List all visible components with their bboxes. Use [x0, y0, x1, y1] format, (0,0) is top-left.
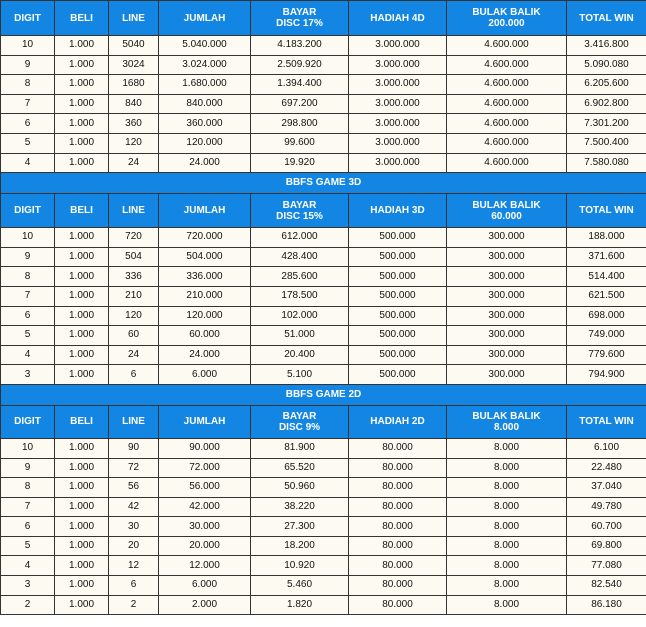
cell-beli: 1.000 — [55, 153, 109, 173]
cell-jumlah: 336.000 — [159, 267, 251, 287]
cell-hadiah: 500.000 — [349, 326, 447, 346]
cell-beli: 1.000 — [55, 326, 109, 346]
cell-digit: 4 — [1, 153, 55, 173]
cell-bayar: 18.200 — [251, 536, 349, 556]
cell-bulak-balik: 8.000 — [447, 478, 567, 498]
cell-digit: 6 — [1, 114, 55, 134]
cell-line: 1680 — [109, 75, 159, 95]
cell-beli: 1.000 — [55, 536, 109, 556]
cell-jumlah: 120.000 — [159, 306, 251, 326]
cell-jumlah: 210.000 — [159, 286, 251, 306]
cell-bulak-balik: 8.000 — [447, 517, 567, 537]
cell-hadiah: 80.000 — [349, 438, 447, 458]
column-header-jumlah: JUMLAH — [159, 194, 251, 228]
cell-hadiah: 500.000 — [349, 345, 447, 365]
column-header-digit: DIGIT — [1, 405, 55, 438]
cell-digit: 3 — [1, 576, 55, 596]
cell-digit: 4 — [1, 556, 55, 576]
cell-beli: 1.000 — [55, 228, 109, 248]
cell-hadiah: 500.000 — [349, 306, 447, 326]
bbfs-table-body — [1, 1, 646, 615]
cell-total-win: 6.205.600 — [567, 75, 646, 95]
table-row — [1, 458, 646, 478]
cell-jumlah: 3.024.000 — [159, 55, 251, 75]
cell-beli: 1.000 — [55, 306, 109, 326]
cell-total-win: 779.600 — [567, 345, 646, 365]
cell-bulak-balik: 300.000 — [447, 326, 567, 346]
column-header-beli: BELI — [55, 1, 109, 36]
cell-total-win: 69.800 — [567, 536, 646, 556]
cell-hadiah: 500.000 — [349, 247, 447, 267]
table-row — [1, 247, 646, 267]
cell-jumlah: 90.000 — [159, 438, 251, 458]
cell-line: 42 — [109, 497, 159, 517]
table-row — [1, 133, 646, 153]
cell-total-win: 3.416.800 — [567, 36, 646, 56]
column-header-bulak-balik: BULAK BALIK 8.000 — [447, 405, 567, 438]
cell-hadiah: 3.000.000 — [349, 133, 447, 153]
cell-beli: 1.000 — [55, 497, 109, 517]
cell-bulak-balik: 8.000 — [447, 595, 567, 615]
cell-jumlah: 20.000 — [159, 536, 251, 556]
cell-bayar: 612.000 — [251, 228, 349, 248]
table-row — [1, 365, 646, 385]
cell-total-win: 5.090.080 — [567, 55, 646, 75]
cell-beli: 1.000 — [55, 133, 109, 153]
cell-digit: 6 — [1, 306, 55, 326]
cell-total-win: 188.000 — [567, 228, 646, 248]
cell-jumlah: 2.000 — [159, 595, 251, 615]
cell-jumlah: 12.000 — [159, 556, 251, 576]
cell-line: 5040 — [109, 36, 159, 56]
cell-bayar: 2.509.920 — [251, 55, 349, 75]
column-header-hadiah: HADIAH 4D — [349, 1, 447, 36]
column-header-total-win: TOTAL WIN — [567, 1, 646, 36]
cell-bayar: 298.800 — [251, 114, 349, 134]
cell-total-win: 371.600 — [567, 247, 646, 267]
table-row — [1, 478, 646, 498]
column-header-jumlah: JUMLAH — [159, 405, 251, 438]
cell-line: 24 — [109, 153, 159, 173]
cell-jumlah: 30.000 — [159, 517, 251, 537]
cell-jumlah: 72.000 — [159, 458, 251, 478]
cell-hadiah: 3.000.000 — [349, 36, 447, 56]
header-row — [1, 194, 646, 228]
cell-beli: 1.000 — [55, 458, 109, 478]
cell-bayar: 19.920 — [251, 153, 349, 173]
cell-bayar: 20.400 — [251, 345, 349, 365]
cell-bulak-balik: 4.600.000 — [447, 36, 567, 56]
cell-beli: 1.000 — [55, 345, 109, 365]
cell-digit: 6 — [1, 517, 55, 537]
cell-beli: 1.000 — [55, 94, 109, 114]
cell-jumlah: 5.040.000 — [159, 36, 251, 56]
cell-total-win: 6.902.800 — [567, 94, 646, 114]
cell-digit: 5 — [1, 536, 55, 556]
column-header-beli: BELI — [55, 194, 109, 228]
cell-bayar: 50.960 — [251, 478, 349, 498]
table-row — [1, 55, 646, 75]
table-row — [1, 36, 646, 56]
cell-total-win: 7.500.400 — [567, 133, 646, 153]
cell-bayar: 1.820 — [251, 595, 349, 615]
cell-hadiah: 500.000 — [349, 267, 447, 287]
table-row — [1, 536, 646, 556]
cell-bulak-balik: 4.600.000 — [447, 114, 567, 134]
table-row — [1, 517, 646, 537]
cell-line: 90 — [109, 438, 159, 458]
cell-line: 60 — [109, 326, 159, 346]
cell-bayar: 27.300 — [251, 517, 349, 537]
cell-bayar: 428.400 — [251, 247, 349, 267]
cell-digit: 2 — [1, 595, 55, 615]
cell-digit: 7 — [1, 286, 55, 306]
cell-digit: 9 — [1, 55, 55, 75]
cell-hadiah: 80.000 — [349, 497, 447, 517]
section-title-row — [1, 384, 646, 405]
table-row — [1, 228, 646, 248]
cell-line: 120 — [109, 306, 159, 326]
cell-bulak-balik: 8.000 — [447, 438, 567, 458]
cell-bulak-balik: 8.000 — [447, 536, 567, 556]
section-title-row — [1, 173, 646, 194]
cell-hadiah: 80.000 — [349, 517, 447, 537]
table-row — [1, 556, 646, 576]
cell-jumlah: 504.000 — [159, 247, 251, 267]
column-header-beli: BELI — [55, 405, 109, 438]
cell-bulak-balik: 8.000 — [447, 497, 567, 517]
column-header-bulak-balik: BULAK BALIK 60.000 — [447, 194, 567, 228]
cell-beli: 1.000 — [55, 75, 109, 95]
cell-line: 24 — [109, 345, 159, 365]
table-row — [1, 576, 646, 596]
section-title: BBFS GAME 2D — [1, 384, 646, 405]
cell-hadiah: 80.000 — [349, 478, 447, 498]
cell-line: 360 — [109, 114, 159, 134]
column-header-hadiah: HADIAH 2D — [349, 405, 447, 438]
cell-bulak-balik: 8.000 — [447, 556, 567, 576]
column-header-total-win: TOTAL WIN — [567, 194, 646, 228]
cell-total-win: 49.780 — [567, 497, 646, 517]
cell-hadiah: 500.000 — [349, 365, 447, 385]
cell-beli: 1.000 — [55, 556, 109, 576]
table-row — [1, 94, 646, 114]
cell-bulak-balik: 4.600.000 — [447, 94, 567, 114]
cell-line: 6 — [109, 365, 159, 385]
cell-line: 120 — [109, 133, 159, 153]
cell-line: 12 — [109, 556, 159, 576]
cell-bulak-balik: 300.000 — [447, 345, 567, 365]
cell-jumlah: 1.680.000 — [159, 75, 251, 95]
cell-jumlah: 24.000 — [159, 153, 251, 173]
cell-line: 72 — [109, 458, 159, 478]
cell-jumlah: 60.000 — [159, 326, 251, 346]
cell-total-win: 37.040 — [567, 478, 646, 498]
cell-hadiah: 3.000.000 — [349, 55, 447, 75]
cell-bayar: 51.000 — [251, 326, 349, 346]
cell-bulak-balik: 300.000 — [447, 365, 567, 385]
cell-line: 336 — [109, 267, 159, 287]
cell-jumlah: 24.000 — [159, 345, 251, 365]
table-row — [1, 438, 646, 458]
cell-hadiah: 80.000 — [349, 536, 447, 556]
table-row — [1, 306, 646, 326]
column-header-total-win: TOTAL WIN — [567, 405, 646, 438]
cell-bulak-balik: 4.600.000 — [447, 153, 567, 173]
cell-total-win: 22.480 — [567, 458, 646, 478]
column-header-bulak-balik: BULAK BALIK 200.000 — [447, 1, 567, 36]
cell-bayar: 38.220 — [251, 497, 349, 517]
cell-line: 3024 — [109, 55, 159, 75]
column-header-digit: DIGIT — [1, 1, 55, 36]
cell-jumlah: 6.000 — [159, 576, 251, 596]
cell-bayar: 5.100 — [251, 365, 349, 385]
cell-bayar: 1.394.400 — [251, 75, 349, 95]
cell-beli: 1.000 — [55, 365, 109, 385]
cell-digit: 8 — [1, 478, 55, 498]
column-header-digit: DIGIT — [1, 194, 55, 228]
cell-total-win: 82.540 — [567, 576, 646, 596]
table-row — [1, 114, 646, 134]
cell-jumlah: 840.000 — [159, 94, 251, 114]
cell-total-win: 698.000 — [567, 306, 646, 326]
cell-hadiah: 80.000 — [349, 595, 447, 615]
cell-bulak-balik: 300.000 — [447, 247, 567, 267]
cell-line: 2 — [109, 595, 159, 615]
cell-bayar: 285.600 — [251, 267, 349, 287]
cell-beli: 1.000 — [55, 517, 109, 537]
cell-bayar: 4.183.200 — [251, 36, 349, 56]
cell-digit: 9 — [1, 458, 55, 478]
cell-bulak-balik: 300.000 — [447, 306, 567, 326]
cell-total-win: 7.301.200 — [567, 114, 646, 134]
cell-bulak-balik: 8.000 — [447, 458, 567, 478]
cell-beli: 1.000 — [55, 114, 109, 134]
cell-beli: 1.000 — [55, 576, 109, 596]
cell-digit: 4 — [1, 345, 55, 365]
cell-hadiah: 500.000 — [349, 228, 447, 248]
cell-digit: 5 — [1, 133, 55, 153]
cell-line: 30 — [109, 517, 159, 537]
section-title: BBFS GAME 3D — [1, 173, 646, 194]
cell-bayar: 5.460 — [251, 576, 349, 596]
cell-total-win: 77.080 — [567, 556, 646, 576]
cell-digit: 7 — [1, 94, 55, 114]
cell-hadiah: 3.000.000 — [349, 153, 447, 173]
column-header-bayar: BAYAR DISC 15% — [251, 194, 349, 228]
cell-total-win: 6.100 — [567, 438, 646, 458]
column-header-line: LINE — [109, 194, 159, 228]
cell-hadiah: 500.000 — [349, 286, 447, 306]
cell-line: 720 — [109, 228, 159, 248]
cell-bayar: 102.000 — [251, 306, 349, 326]
cell-bayar: 65.520 — [251, 458, 349, 478]
cell-bayar: 99.600 — [251, 133, 349, 153]
cell-hadiah: 3.000.000 — [349, 94, 447, 114]
cell-digit: 9 — [1, 247, 55, 267]
cell-total-win: 621.500 — [567, 286, 646, 306]
column-header-line: LINE — [109, 405, 159, 438]
cell-beli: 1.000 — [55, 438, 109, 458]
cell-digit: 10 — [1, 228, 55, 248]
cell-bulak-balik: 8.000 — [447, 576, 567, 596]
table-row — [1, 595, 646, 615]
table-row — [1, 267, 646, 287]
cell-hadiah: 3.000.000 — [349, 75, 447, 95]
cell-total-win: 60.700 — [567, 517, 646, 537]
cell-jumlah: 720.000 — [159, 228, 251, 248]
cell-digit: 3 — [1, 365, 55, 385]
cell-total-win: 7.580.080 — [567, 153, 646, 173]
cell-bulak-balik: 300.000 — [447, 286, 567, 306]
cell-jumlah: 56.000 — [159, 478, 251, 498]
table-row — [1, 75, 646, 95]
cell-line: 840 — [109, 94, 159, 114]
cell-line: 6 — [109, 576, 159, 596]
cell-beli: 1.000 — [55, 247, 109, 267]
cell-beli: 1.000 — [55, 36, 109, 56]
cell-beli: 1.000 — [55, 55, 109, 75]
column-header-hadiah: HADIAH 3D — [349, 194, 447, 228]
cell-hadiah: 3.000.000 — [349, 114, 447, 134]
table-row — [1, 153, 646, 173]
cell-bulak-balik: 4.600.000 — [447, 55, 567, 75]
cell-bulak-balik: 4.600.000 — [447, 75, 567, 95]
cell-digit: 10 — [1, 438, 55, 458]
cell-bayar: 81.900 — [251, 438, 349, 458]
table-row — [1, 326, 646, 346]
cell-bulak-balik: 300.000 — [447, 228, 567, 248]
column-header-line: LINE — [109, 1, 159, 36]
cell-digit: 10 — [1, 36, 55, 56]
cell-bulak-balik: 4.600.000 — [447, 133, 567, 153]
table-row — [1, 286, 646, 306]
cell-beli: 1.000 — [55, 286, 109, 306]
cell-jumlah: 120.000 — [159, 133, 251, 153]
table-row — [1, 345, 646, 365]
cell-total-win: 749.000 — [567, 326, 646, 346]
cell-bayar: 178.500 — [251, 286, 349, 306]
cell-line: 20 — [109, 536, 159, 556]
cell-hadiah: 80.000 — [349, 576, 447, 596]
cell-total-win: 794.900 — [567, 365, 646, 385]
cell-bulak-balik: 300.000 — [447, 267, 567, 287]
cell-bayar: 697.200 — [251, 94, 349, 114]
cell-line: 504 — [109, 247, 159, 267]
column-header-bayar: BAYAR DISC 9% — [251, 405, 349, 438]
column-header-jumlah: JUMLAH — [159, 1, 251, 36]
cell-beli: 1.000 — [55, 267, 109, 287]
cell-beli: 1.000 — [55, 478, 109, 498]
cell-digit: 8 — [1, 267, 55, 287]
cell-digit: 5 — [1, 326, 55, 346]
table-row — [1, 497, 646, 517]
cell-line: 56 — [109, 478, 159, 498]
header-row — [1, 405, 646, 438]
cell-digit: 7 — [1, 497, 55, 517]
cell-line: 210 — [109, 286, 159, 306]
cell-beli: 1.000 — [55, 595, 109, 615]
cell-jumlah: 360.000 — [159, 114, 251, 134]
cell-total-win: 86.180 — [567, 595, 646, 615]
cell-jumlah: 6.000 — [159, 365, 251, 385]
cell-digit: 8 — [1, 75, 55, 95]
cell-hadiah: 80.000 — [349, 458, 447, 478]
cell-jumlah: 42.000 — [159, 497, 251, 517]
cell-total-win: 514.400 — [567, 267, 646, 287]
header-row — [1, 1, 646, 36]
column-header-bayar: BAYAR DISC 17% — [251, 1, 349, 36]
cell-bayar: 10.920 — [251, 556, 349, 576]
cell-hadiah: 80.000 — [349, 556, 447, 576]
